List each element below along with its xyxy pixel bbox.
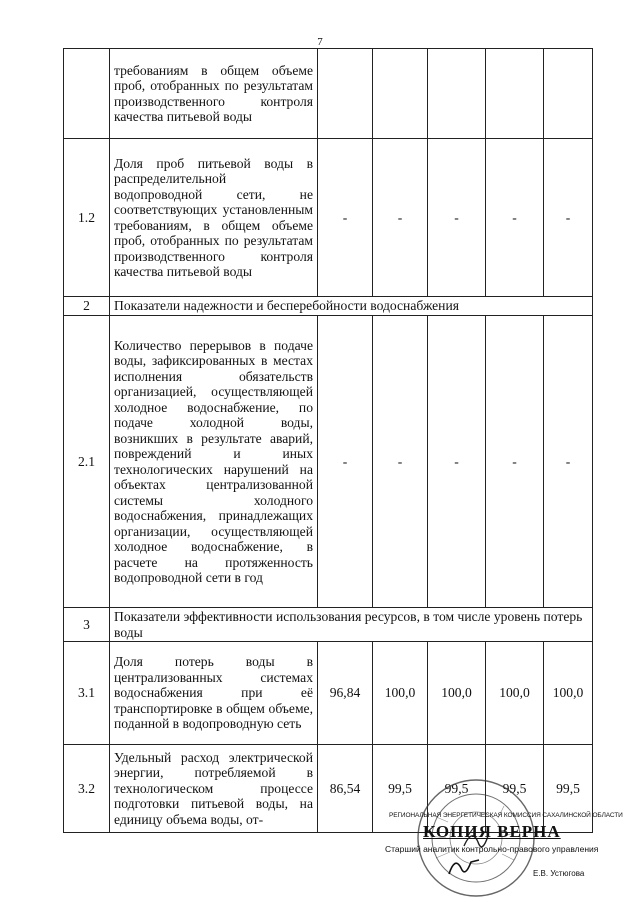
value-cell: 99,5: [544, 745, 593, 833]
table-row: [64, 316, 593, 608]
value-cell: [486, 49, 544, 139]
value-cell: [318, 49, 373, 139]
signature-icon: [445, 854, 485, 880]
copy-certification-stamp: [385, 812, 623, 882]
value-cell: 86,54: [318, 745, 373, 833]
value-cell: -: [486, 316, 544, 608]
stamp-position: Старший аналитик контрольно-правового управления: [385, 844, 599, 854]
value-cell: -: [544, 139, 593, 297]
value-cell: 99,5: [428, 745, 486, 833]
stamp-header: РЕГИОНАЛЬНАЯ ЭНЕРГЕТИЧЕСКАЯ КОМИССИЯ САХАЛИНСКОЙ ОБЛАСТИ: [389, 812, 623, 819]
section-number: 3: [64, 608, 110, 642]
page-number: 7: [317, 36, 323, 48]
table-row: [64, 642, 593, 745]
value-cell: -: [486, 139, 544, 297]
indicators-table: [63, 48, 593, 833]
value-cell: 100,0: [486, 642, 544, 745]
value-cell: -: [428, 316, 486, 608]
value-cell: -: [428, 139, 486, 297]
row-number: 3.2: [64, 745, 110, 833]
indicator-description: Доля потерь воды в централизованных системах водоснабжения при её транспортировке в общем объеме, поданной в водопроводную сеть: [110, 642, 318, 745]
value-cell: [544, 49, 593, 139]
value-cell: 100,0: [373, 642, 428, 745]
indicator-description: Доля проб питьевой воды в распределительной водопроводной сети, не соответствующих установленным требованиям, в общем объеме проб, отобранных по результатам производственного контроля качества питьевой воды: [110, 139, 318, 297]
row-number: 3.1: [64, 642, 110, 745]
section-row: [64, 608, 593, 642]
row-number: 2.1: [64, 316, 110, 608]
section-title: Показатели эффективности использования ресурсов, в том числе уровень потерь воды: [110, 608, 593, 642]
table-row: [64, 49, 593, 139]
value-cell: -: [373, 139, 428, 297]
value-cell: [428, 49, 486, 139]
value-cell: 100,0: [544, 642, 593, 745]
indicator-description: Удельный расход электрической энергии, потребляемой в технологическом процессе подготовки питьевой воды, на единицу объема воды, от-: [110, 745, 318, 833]
value-cell: -: [373, 316, 428, 608]
value-cell: 99,5: [373, 745, 428, 833]
value-cell: 99,5: [486, 745, 544, 833]
value-cell: -: [318, 139, 373, 297]
stamp-copy-label: КОПИЯ ВЕРНА: [423, 822, 561, 841]
section-row: [64, 297, 593, 316]
value-cell: [373, 49, 428, 139]
value-cell: -: [318, 316, 373, 608]
row-number: [64, 49, 110, 139]
section-title: Показатели надежности и бесперебойности водоснабжения: [110, 297, 593, 316]
indicator-description: Количество перерывов в подаче воды, зафиксированных в местах исполнения обязательств организацией, осуществляющей холодное водоснабжение, по подаче холодной воды, возникших в результате аварий, повреждений и иных технологических нарушений на объектах централизованной системы холодного водоснабжения, принадлежащих организации, осуществляющей холодное водоснабжение, в расчете на протяженность водопроводной сети в год: [110, 316, 318, 608]
value-cell: 96,84: [318, 642, 373, 745]
table-row: [64, 139, 593, 297]
value-cell: -: [544, 316, 593, 608]
row-number: 1.2: [64, 139, 110, 297]
indicator-description: требованиям в общем объеме проб, отобранных по результатам производственного контроля качества питьевой воды: [110, 49, 318, 139]
section-number: 2: [64, 297, 110, 316]
value-cell: 100,0: [428, 642, 486, 745]
stamp-signatory-name: Е.В. Устюгова: [533, 869, 585, 878]
